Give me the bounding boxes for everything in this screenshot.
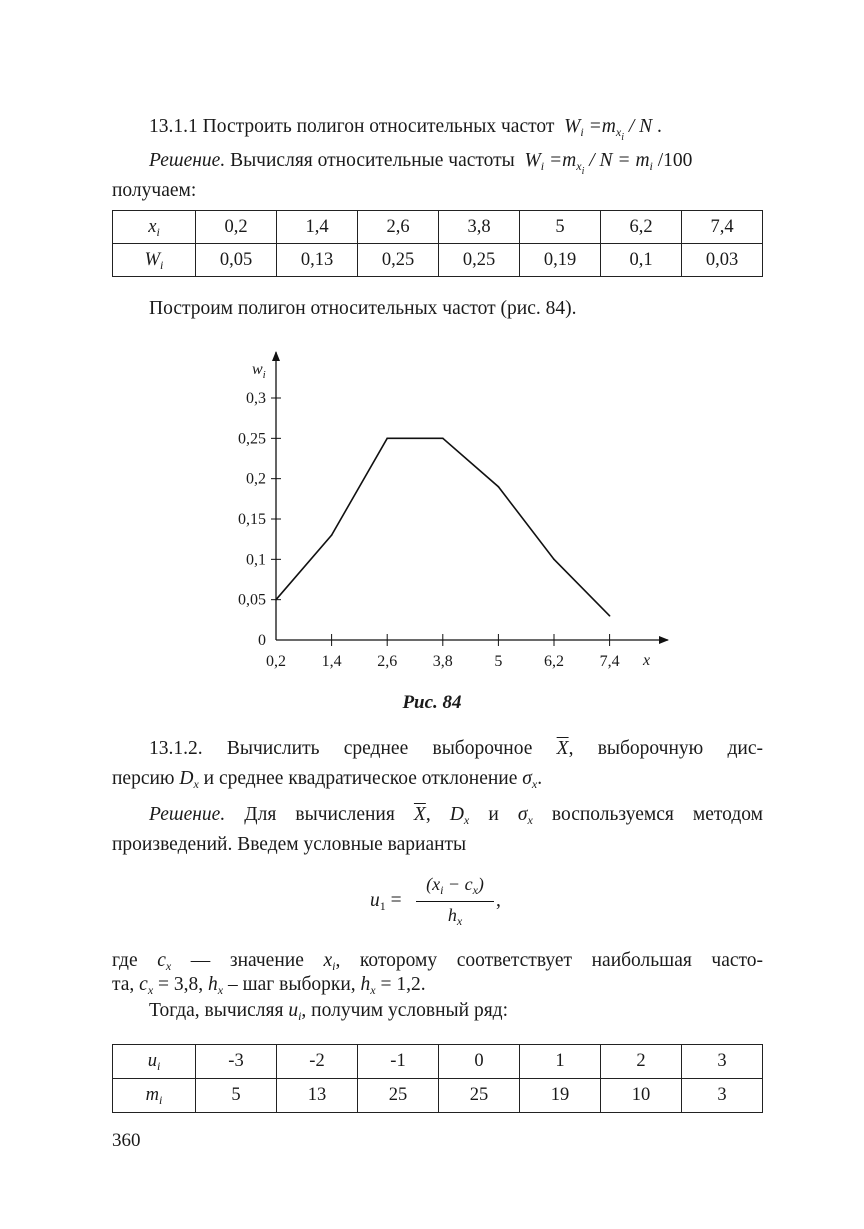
y-tick-label: 0,25 [238,430,266,448]
y-axis-label: $w_i$ [252,361,266,381]
table-row [113,1045,763,1079]
x-tick-label: 0,2 [266,653,286,670]
y-tick-label: 0,05 [238,591,266,609]
data-point [331,534,333,536]
where-line1: где $c_x$ — значение $x_i$, которому соответствует наибольшая часто- [112,950,764,973]
where-line2: та, $c_x = 3,8$, $h_x$ – шаг выборки, $h_x = 1,2$. [112,974,426,997]
table-cell: -3 [196,1045,277,1079]
row-label-u: $u_i$ [113,1045,196,1079]
task2-line1: 13.1.2. Вычислить среднее выборочное $\overline{X}$, выборочную дис- [149,738,764,759]
table-cell: 19 [520,1079,601,1113]
y-tick-label: 0,3 [246,390,266,407]
figure-caption: Рис. 84 [402,692,462,713]
table-cell: 3 [682,1079,763,1113]
task2-solution-line2: произведений. Введем условные варианты [112,834,467,855]
task1-solution: Решение. Вычисляя относительные частоты $W_i =m_{x_i} / N = m_i$ /100 [149,150,693,177]
task2-solution: Решение. Для вычисления $\overline{X}$, $D_x$ и $\sigma_x$ воспользуемся методом [149,804,764,827]
x-tick-label: 5 [494,653,503,670]
table-cell: 7,4 [682,211,763,244]
x-tick-label: 6,2 [544,653,564,670]
x-tick-label: 2,6 [377,653,398,670]
formula-w: $W_i =m_{x_i} / N$ [564,116,653,143]
then-line: Тогда, вычисляя $u_i$, получим условный ряд: [149,1000,509,1023]
row-label-m: $m_i$ [113,1079,196,1113]
table-cell: 2,6 [358,211,439,244]
table-cell: 3 [682,1045,763,1079]
obtain-text: получаем: [112,180,197,201]
table-cell: 10 [601,1079,682,1113]
formula-relative-frequency: $W_i =m_{x_i} / N = m_i$ /100 [524,150,693,177]
table-row [113,1079,763,1113]
table-cell: 0,2 [196,211,277,244]
table-cell: 6,2 [601,211,682,244]
data-point [498,486,500,488]
table-cell: 0,05 [196,244,277,277]
task2-line2: персию $D_x$ и среднее квадратическое отклонение $\sigma_x$. [112,768,543,791]
table-cell: 3,8 [439,211,520,244]
table-cell: 1 [520,1045,601,1079]
table-cell: 5 [196,1079,277,1113]
x-tick-label: 7,4 [599,653,620,670]
table-cell: 1,4 [277,211,358,244]
table-cell: 0 [439,1045,520,1079]
table-cell: -2 [277,1045,358,1079]
table-cell: 13 [277,1079,358,1113]
y-tick-label: 0,15 [238,511,266,528]
conditional-series-table [112,1044,763,1113]
x-tick-label: 3,8 [432,653,453,670]
polygon-line [276,438,610,615]
data-point [553,559,555,561]
table-cell: 5 [520,211,601,244]
table-cell: 0,13 [277,244,358,277]
mean-symbol: $\overline{X}$ [556,738,569,759]
table-cell: -1 [358,1045,439,1079]
data-point [275,599,277,601]
page-number: 360 [112,1130,141,1151]
data-point [386,438,388,440]
build-polygon-text: Построим полигон относительных частот (рис. 84). [149,298,577,319]
table-cell: 0,25 [439,244,520,277]
x-tick-label: 1,4 [321,653,342,670]
table-cell: 25 [358,1079,439,1113]
data-point [609,615,611,617]
y-tick-label: 0 [258,632,266,649]
table-cell: 0,1 [601,244,682,277]
conditional-variant-formula: $u_1$ = $(x_i - c_x)$ $h_x$ , [370,874,501,928]
x-axis-label: x [643,652,651,669]
table-cell: 0,19 [520,244,601,277]
y-tick-label: 0,1 [246,551,266,569]
task1-heading: 13.1.1 Построить полигон относительных частот $W_i =m_{x_i} / N$ . [149,116,662,143]
data-point [442,438,444,440]
row-label-w: $W_i$ [113,244,196,277]
table-cell: 25 [439,1079,520,1113]
table-cell: 0,25 [358,244,439,277]
y-tick-label: 0,2 [246,470,266,488]
table-cell: 0,03 [682,244,763,277]
row-label-x: $x_i$ [113,211,196,244]
table-cell: 2 [601,1045,682,1079]
